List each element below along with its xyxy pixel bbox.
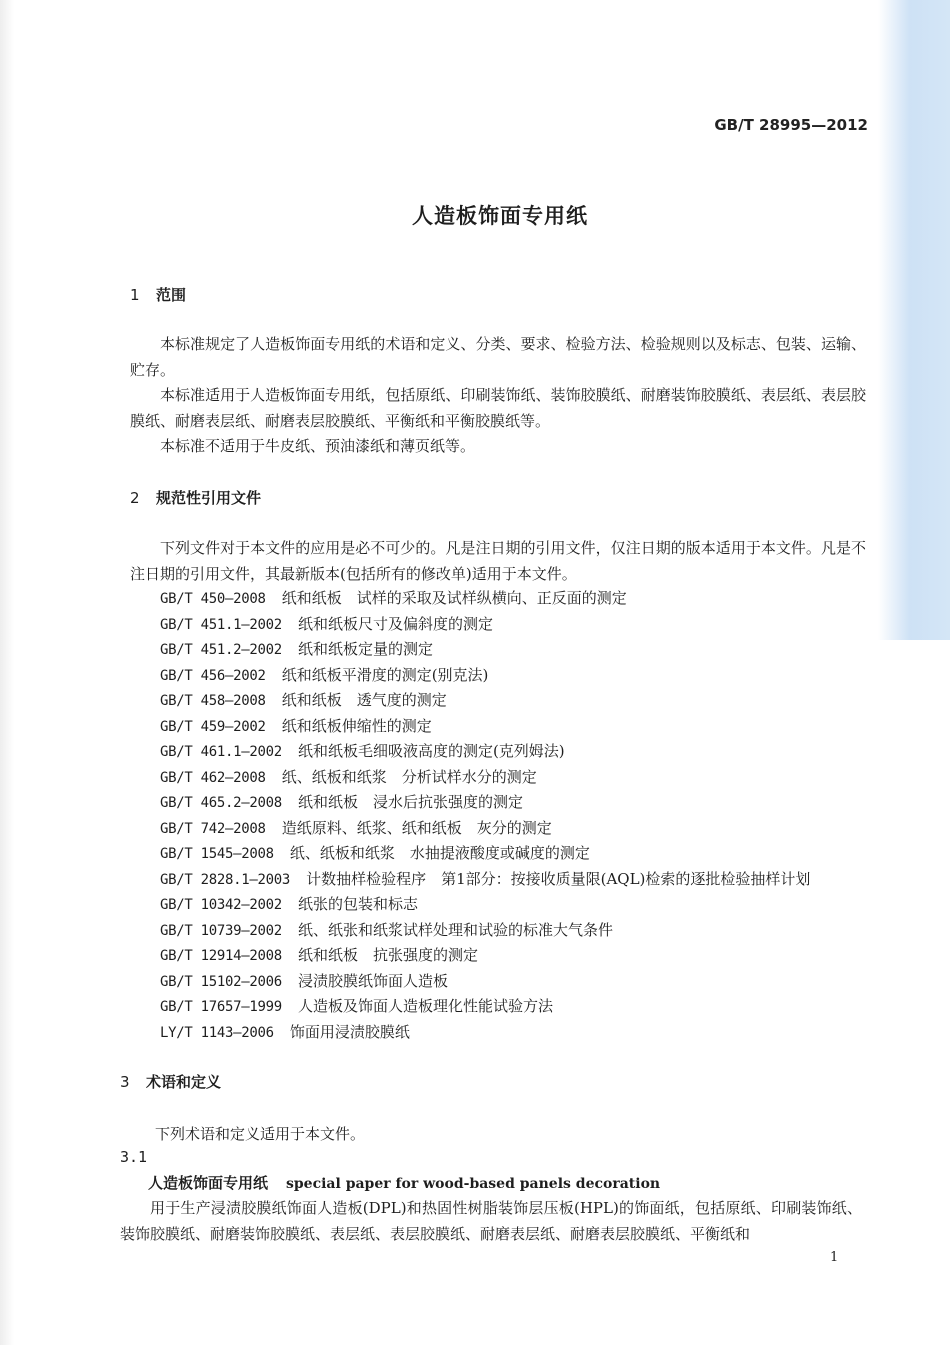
reference-title: 造纸原料、纸浆、纸和纸板 灰分的测定 — [281, 818, 552, 837]
reference-title: 纸和纸板平滑度的测定(别克法) — [281, 665, 489, 684]
reference-item — [160, 688, 810, 714]
clause-number: 3.1 — [120, 1148, 148, 1166]
reference-item — [160, 943, 810, 969]
reference-code: GB/T 742—2008 — [160, 820, 266, 837]
reference-code: GB/T 12914—2008 — [160, 948, 282, 964]
section-1-title: 范围 — [156, 286, 187, 304]
reference-code: GB/T 451.1—2002 — [160, 616, 282, 633]
reference-title: 饰面用浸渍胶膜纸 — [289, 1022, 410, 1041]
term-entry — [148, 1172, 660, 1193]
reference-code: GB/T 462—2008 — [160, 769, 266, 786]
reference-code: GB/T 10739—2002 — [160, 922, 282, 939]
reference-code: GB/T 459—2002 — [160, 718, 266, 735]
reference-title: 纸和纸板 试样的采取及试样纵横向、正反面的测定 — [281, 589, 627, 607]
reference-code: GB/T 451.2—2002 — [160, 642, 282, 658]
section-3-title: 术语和定义 — [146, 1073, 222, 1091]
reference-item — [160, 918, 810, 944]
term-english: special paper for wood-based panels decoration — [286, 1176, 661, 1192]
reference-code: GB/T 465.2—2008 — [160, 795, 282, 811]
reference-code: GB/T 15102—2006 — [160, 973, 282, 990]
reference-item — [160, 1020, 810, 1046]
reference-code: GB/T 461.1—2002 — [160, 744, 282, 760]
reference-item — [160, 586, 810, 612]
standard-code: GB/T 28995—2012 — [714, 116, 868, 134]
reference-title: 纸和纸板 浸水后抗张强度的测定 — [297, 793, 523, 811]
section-1-number: 1 — [130, 286, 140, 304]
term-chinese: 人造板饰面专用纸 — [148, 1174, 269, 1192]
section-3-intro: 下列术语和定义适用于本文件。 — [155, 1125, 366, 1143]
reference-code: GB/T 17657—1999 — [160, 999, 282, 1015]
section-2-title: 规范性引用文件 — [156, 489, 262, 507]
page-number: 1 — [830, 1250, 839, 1265]
section-3-heading — [120, 1071, 221, 1092]
section-2-intro: 下列文件对于本文件的应用是必不可少的。凡是注日期的引用文件，仅注日期的版本适用于本文件。凡是不注日期的引用文件，其最新版本(包括所有的修改单)适用于本文件。 — [130, 539, 866, 583]
reference-title: 纸张的包装和标志 — [297, 895, 418, 913]
reference-code: GB/T 2828.1—2003 — [160, 871, 291, 888]
section-2-heading — [130, 487, 261, 508]
reference-item — [160, 714, 810, 740]
reference-code: LY/T 1143—2006 — [160, 1024, 274, 1041]
reference-item — [160, 892, 810, 918]
reference-title: 人造板及饰面人造板理化性能试验方法 — [297, 997, 553, 1015]
reference-title: 浸渍胶膜纸饰面人造板 — [297, 971, 448, 990]
reference-title: 纸、纸张和纸浆试样处理和试验的标准大气条件 — [297, 920, 613, 939]
section-2-number: 2 — [130, 489, 140, 507]
reference-item — [160, 739, 810, 765]
reference-title: 纸和纸板毛细吸液高度的测定(克列姆法) — [297, 742, 565, 760]
reference-code: GB/T 1545—2008 — [160, 846, 274, 862]
reference-item — [160, 612, 810, 638]
reference-code: GB/T 10342—2002 — [160, 897, 282, 913]
reference-title: 纸和纸板伸缩性的测定 — [281, 716, 432, 735]
reference-title: 纸和纸板 抗张强度的测定 — [297, 946, 478, 964]
section-1-paragraph-3: 本标准不适用于牛皮纸、预油漆纸和薄页纸等。 — [160, 437, 476, 455]
document-title: 人造板饰面专用纸 — [412, 204, 588, 228]
section-1-paragraph-1: 本标准规定了人造板饰面专用纸的术语和定义、分类、要求、检验方法、检验规则以及标志、包装、运输、贮存。 — [130, 335, 866, 379]
reference-code: GB/T 450—2008 — [160, 591, 266, 607]
reference-title: 纸、纸板和纸浆 分析试样水分的测定 — [281, 767, 537, 786]
reference-code: GB/T 458—2008 — [160, 693, 266, 709]
section-1-heading — [130, 284, 186, 305]
term-definition: 用于生产浸渍胶膜纸饰面人造板(DPL)和热固性树脂装饰层压板(HPL)的饰面纸，包括原纸、印刷装饰纸、装饰胶膜纸、耐磨装饰胶膜纸、表层纸、表层胶膜纸、耐磨表层纸、耐磨表层胶膜纸、平衡纸和 — [120, 1199, 862, 1243]
reference-title: 计数抽样检验程序 第1部分：按接收质量限(AQL)检索的逐批检验抽样计划 — [306, 869, 811, 888]
normative-reference-list — [160, 586, 810, 1045]
reference-title: 纸和纸板定量的测定 — [297, 640, 433, 658]
reference-title: 纸和纸板 透气度的测定 — [281, 691, 447, 709]
reference-item — [160, 790, 810, 816]
section-3-number: 3 — [120, 1073, 130, 1091]
scan-shadow-right — [878, 0, 950, 640]
reference-title: 纸和纸板尺寸及偏斜度的测定 — [297, 614, 493, 633]
section-1-paragraph-2: 本标准适用于人造板饰面专用纸，包括原纸、印刷装饰纸、装饰胶膜纸、耐磨装饰胶膜纸、表层纸、表层胶膜纸、耐磨表层纸、耐磨表层胶膜纸、平衡纸和平衡胶膜纸等。 — [130, 386, 866, 430]
reference-title: 纸、纸板和纸浆 水抽提液酸度或碱度的测定 — [289, 844, 590, 862]
reference-item — [160, 816, 810, 842]
reference-item — [160, 969, 810, 995]
reference-item — [160, 663, 810, 689]
reference-item — [160, 765, 810, 791]
reference-item — [160, 841, 810, 867]
reference-item — [160, 867, 810, 893]
reference-code: GB/T 456—2002 — [160, 667, 266, 684]
reference-item — [160, 994, 810, 1020]
reference-item — [160, 637, 810, 663]
